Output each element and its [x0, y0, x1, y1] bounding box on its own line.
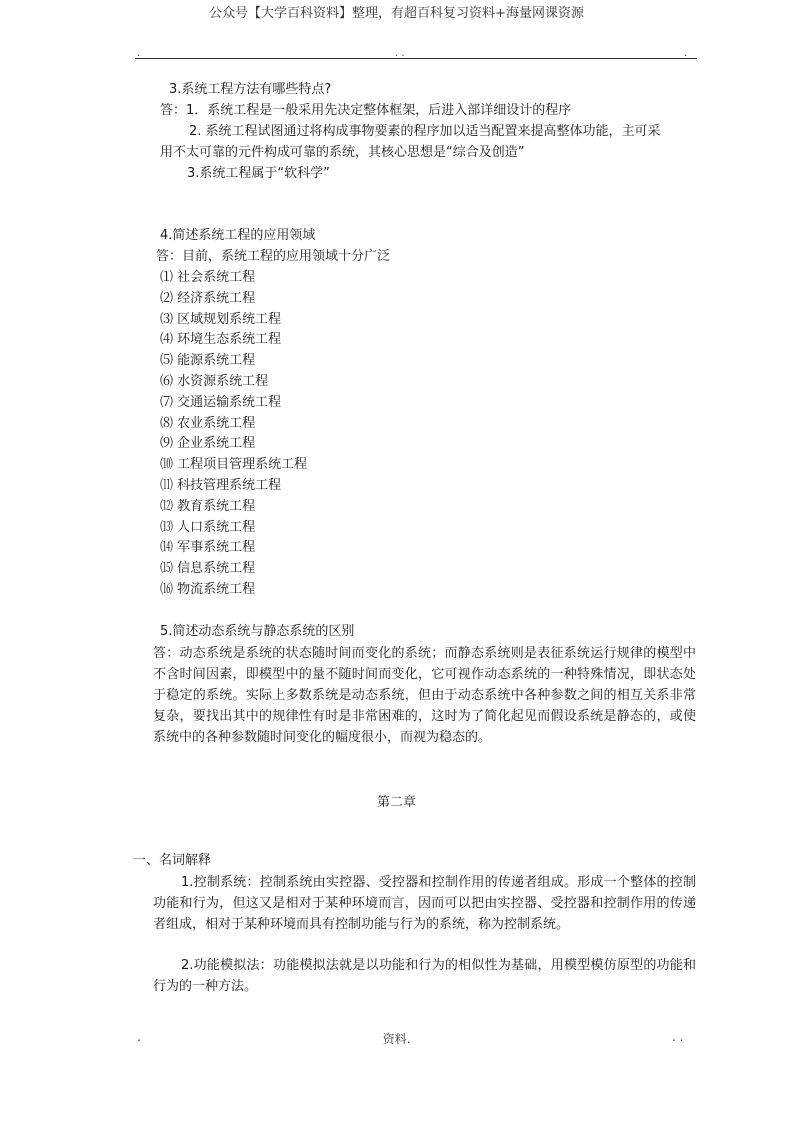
section1-title: 一、名词解释: [133, 853, 212, 868]
header-banner: 公众号【大学百科资料】整理，有超百科复习资料+海量网课资源: [209, 6, 584, 21]
footer-center: 资料.: [382, 1032, 411, 1046]
rule-mark-center: . .: [395, 48, 405, 59]
q5-answer: 答：动态系统是系统的状态随时间而变化的系统；而静态系统则是表征系统运行规律的模型中不含时间因素，即模型中的量不随时间而变化，它可视作动态系统的一种特殊情况，即状态处于稳定的系统。实际上多数系统是动态系统，但由于动态系统中各种参数之间的相互关系非常复杂，要找出其中的规律性有时是非常困难的，这时为了简化起见而假设系统是静态的，或使系统中的各种参数随时间变化的幅度很小，而视为稳态的。: [153, 646, 696, 745]
q4-list-item: ⑸ 能源系统工程: [160, 353, 256, 369]
q4-list-item: ⒁ 军事系统工程: [160, 540, 256, 556]
q4-list-item: ⑿ 教育系统工程: [160, 498, 256, 514]
q4-list-item: ⑺ 交通运输系统工程: [160, 394, 282, 410]
q4-list-item: ⑻ 农业系统工程: [160, 415, 256, 431]
q4-list-item: ⒀ 人口系统工程: [160, 519, 256, 535]
footer-right: . .: [672, 1030, 684, 1044]
q4-list-item: ⑾ 科技管理系统工程: [160, 478, 282, 493]
q4-list-item: ⒂ 信息系统工程: [160, 561, 256, 577]
footer-left: .: [137, 1030, 141, 1044]
q3-answer-2a: 2. 系统工程试图通过将构成事物要素的程序加以适当配置来提高整体功能，主可采: [189, 124, 661, 139]
q3-answer-3: 3.系统工程属于“软科学”: [187, 166, 330, 181]
rule-mark-left: .: [137, 48, 141, 59]
header-rule: [135, 58, 697, 59]
q5-title: 5.简述动态系统与静态系统的区别: [160, 624, 355, 639]
q4-list-item: ⑴ 社会系统工程: [160, 270, 256, 285]
q4-list-item: ⑷ 环境生态系统工程: [160, 332, 282, 348]
q3-answer-1: 答：1．系统工程是一般采用先决定整体框架，后进入部详细设计的程序: [160, 103, 572, 118]
q3-answer-2b: 用不太可靠的元件构成可靠的系统，其核心思想是“综合及创造”: [160, 145, 525, 160]
q4-list-item: ⑹ 水资源系统工程: [160, 374, 269, 389]
q4-title: 4.简述系统工程的应用领域: [160, 228, 316, 243]
q4-answer: 答：目前，系统工程的应用领域十分广泛: [156, 249, 391, 264]
rule-mark-right: .: [684, 48, 688, 59]
q4-list-item: ⑶ 区域规划系统工程: [160, 311, 282, 327]
chapter-title: 第二章: [376, 795, 416, 810]
q4-list-item: ⒃ 物流系统工程: [160, 582, 256, 597]
term-function-simulation: 2.功能模拟法：功能模拟法就是以功能和行为的相似性为基础，用模型模仿原型的功能和行为的一种方法。: [153, 958, 696, 994]
q3-title: 3.系统工程方法有哪些特点?: [169, 82, 332, 97]
q4-list-item: ⑽ 工程项目管理系统工程: [160, 457, 308, 473]
q4-list-item: ⑵ 经济系统工程: [160, 290, 256, 306]
q4-list-item: ⑼ 企业系统工程: [160, 436, 256, 452]
term-control-system: 1.控制系统：控制系统由实控器、受控器和控制作用的传递者组成。形成一个整体的控制功能和行为，但这又是相对于某种环境而言，因而可以把由实控器、受控器和控制作用的传递者组成，相对于某种环境而具有控制功能与行为的系统，称为控制系统。: [153, 875, 696, 932]
